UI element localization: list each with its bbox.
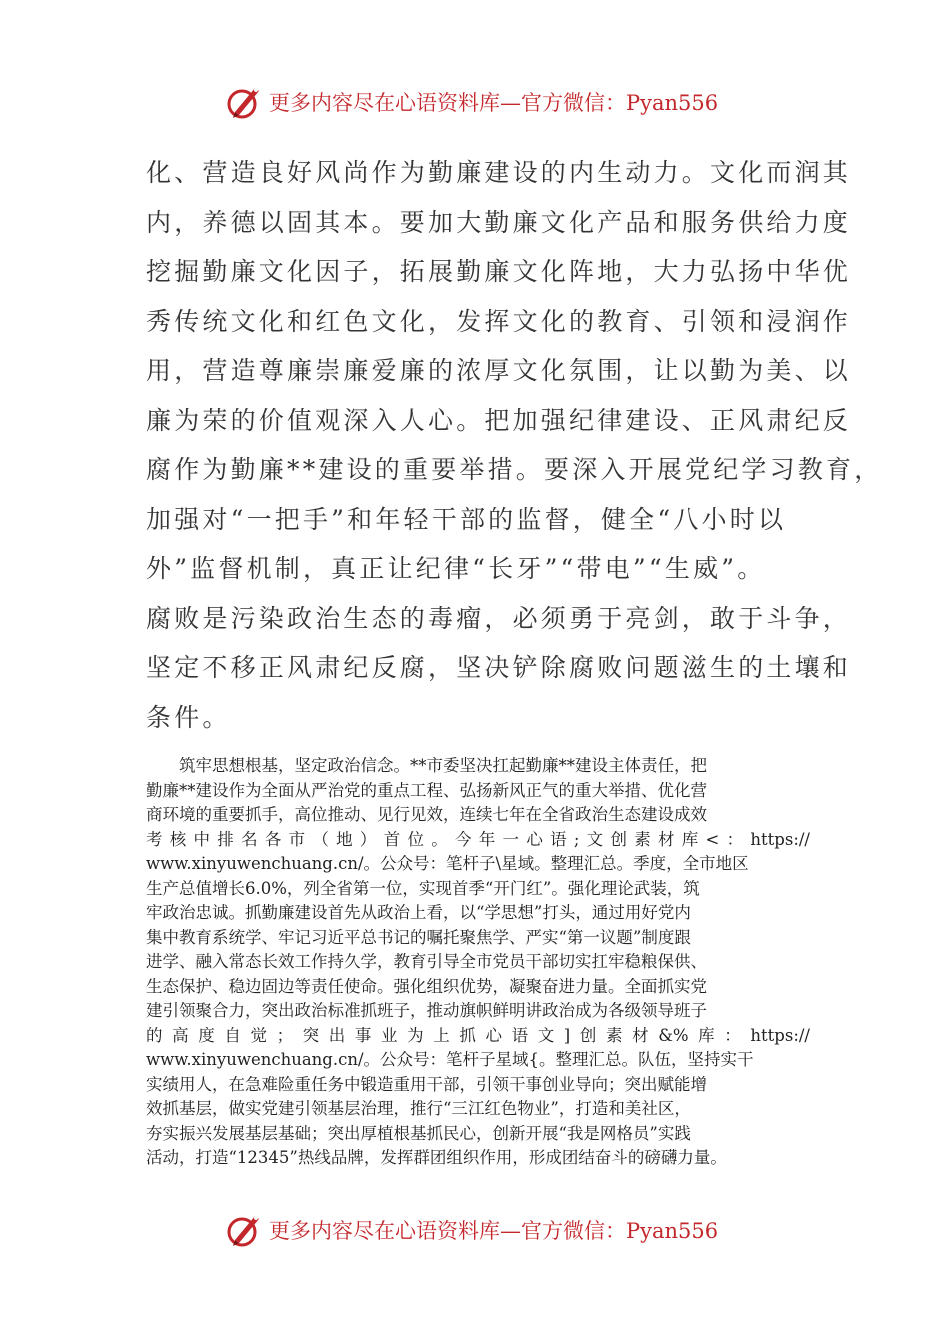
- text-line: 勤廉**建设作为全面从严治党的重点工程、弘扬新风正气的重大举措、优化营: [146, 780, 707, 800]
- header-banner: [225, 82, 718, 122]
- footer-banner: [225, 1210, 718, 1250]
- text-line: 的高度自觉；突出事业为上抓心语文]创素材&%库：https://: [146, 1025, 810, 1045]
- text-line: 活动，打造“12345”热线品牌，发挥群团组织作用，形成团结奋斗的磅礴力量。: [146, 1148, 727, 1167]
- pen-circle-logo-icon: [225, 82, 265, 122]
- text-line: 加强对“一把手”和年轻干部的监督，健全“八小时以: [146, 504, 787, 534]
- text-line: 效抓基层，做实党建引领基层治理，推行“三江红色物业”，打造和美社区，: [146, 1099, 691, 1118]
- text-line: 化、营造良好风尚作为勤廉建设的内生动力。文化而润其: [146, 158, 852, 187]
- text-line: 夯实振兴发展基层基础；突出厚植根基抓民心，创新开展“我是网格员”实践: [146, 1123, 691, 1143]
- text-line: www.xinyuwenchuang.cn/。公众号：笔杆子\星域。整理汇总。季度，全市地区: [146, 854, 749, 873]
- text-line: 条件。: [146, 702, 231, 732]
- text-line: 实绩用人，在急难险重任务中锻造重用干部，引领干事创业导向；突出赋能增: [146, 1074, 707, 1094]
- pen-circle-logo-icon: [225, 1210, 265, 1250]
- text-line: 秀传统文化和红色文化，发挥文化的教育、引领和浸润作: [146, 306, 852, 336]
- text-line: www.xinyuwenchuang.cn/。公众号：笔杆子星域{。整理汇总。队伍，坚持实干: [146, 1050, 754, 1069]
- text-line: 内，养德以固其本。要加大勤廉文化产品和服务供给力度: [146, 207, 852, 237]
- text-line: 进学、融入常态长效工作持久学，教育引导全市党员干部切实扛牢稳粮保供、: [146, 952, 707, 971]
- text-line: 集中教育系统学、牢记习近平总书记的嘱托聚焦学、严实“第一议题”制度跟: [146, 927, 691, 947]
- header-banner-text: 更多内容尽在心语资料库—官方微信：Pyan556: [269, 91, 719, 115]
- body-text-large: [146, 148, 883, 742]
- footer-banner-text: 更多内容尽在心语资料库—官方微信：Pyan556: [269, 1219, 719, 1243]
- text-line: 坚定不移正风肃纪反腐，坚决铲除腐败问题滋生的土壤和: [146, 653, 852, 682]
- text-line: 商环境的重要抓手，高位推动、见行见效，连续七年在全省政治生态建设成效: [146, 805, 707, 824]
- text-line: 用，营造尊廉崇廉爱廉的浓厚文化氛围，让以勤为美、以: [146, 356, 852, 385]
- text-line: 筑牢思想根基，坚定政治信念。**市委坚决扛起勤廉**建设主体责任，把: [146, 756, 707, 775]
- text-line: 挖掘勤廉文化因子，拓展勤廉文化阵地，大力弘扬中华优: [146, 257, 852, 286]
- text-line: 廉为荣的价值观深入人心。把加强纪律建设、正风肃纪反: [146, 405, 852, 435]
- text-line: 腐败是污染政治生态的毒瘤，必须勇于亮剑，敢于斗争，: [146, 603, 852, 633]
- text-line: 生态保护、稳边固边等责任使命。强化组织优势，凝聚奋进力量。全面抓实党: [146, 976, 707, 996]
- body-text-small: [146, 754, 810, 1171]
- text-line: 腐作为勤廉**建设的重要举措。要深入开展党纪学习教育，: [146, 455, 883, 484]
- text-line: 外”监督机制，真正让纪律“长牙”“带电”“生威”。: [146, 554, 766, 583]
- text-line: 生产总值增长6.0%，列全省第一位，实现首季“开门红”。强化理论武装，筑: [146, 878, 700, 898]
- text-line: 考核中排名各市（地）首位。今年一心语;文创素材库<：https://: [146, 829, 810, 849]
- text-line: 牢政治忠诚。抓勤廉建设首先从政治上看，以“学思想”打头，通过用好党内: [146, 903, 691, 922]
- text-line: 建引领聚合力，突出政治标准抓班子，推动旗帜鲜明讲政治成为各级领导班子: [146, 1001, 707, 1020]
